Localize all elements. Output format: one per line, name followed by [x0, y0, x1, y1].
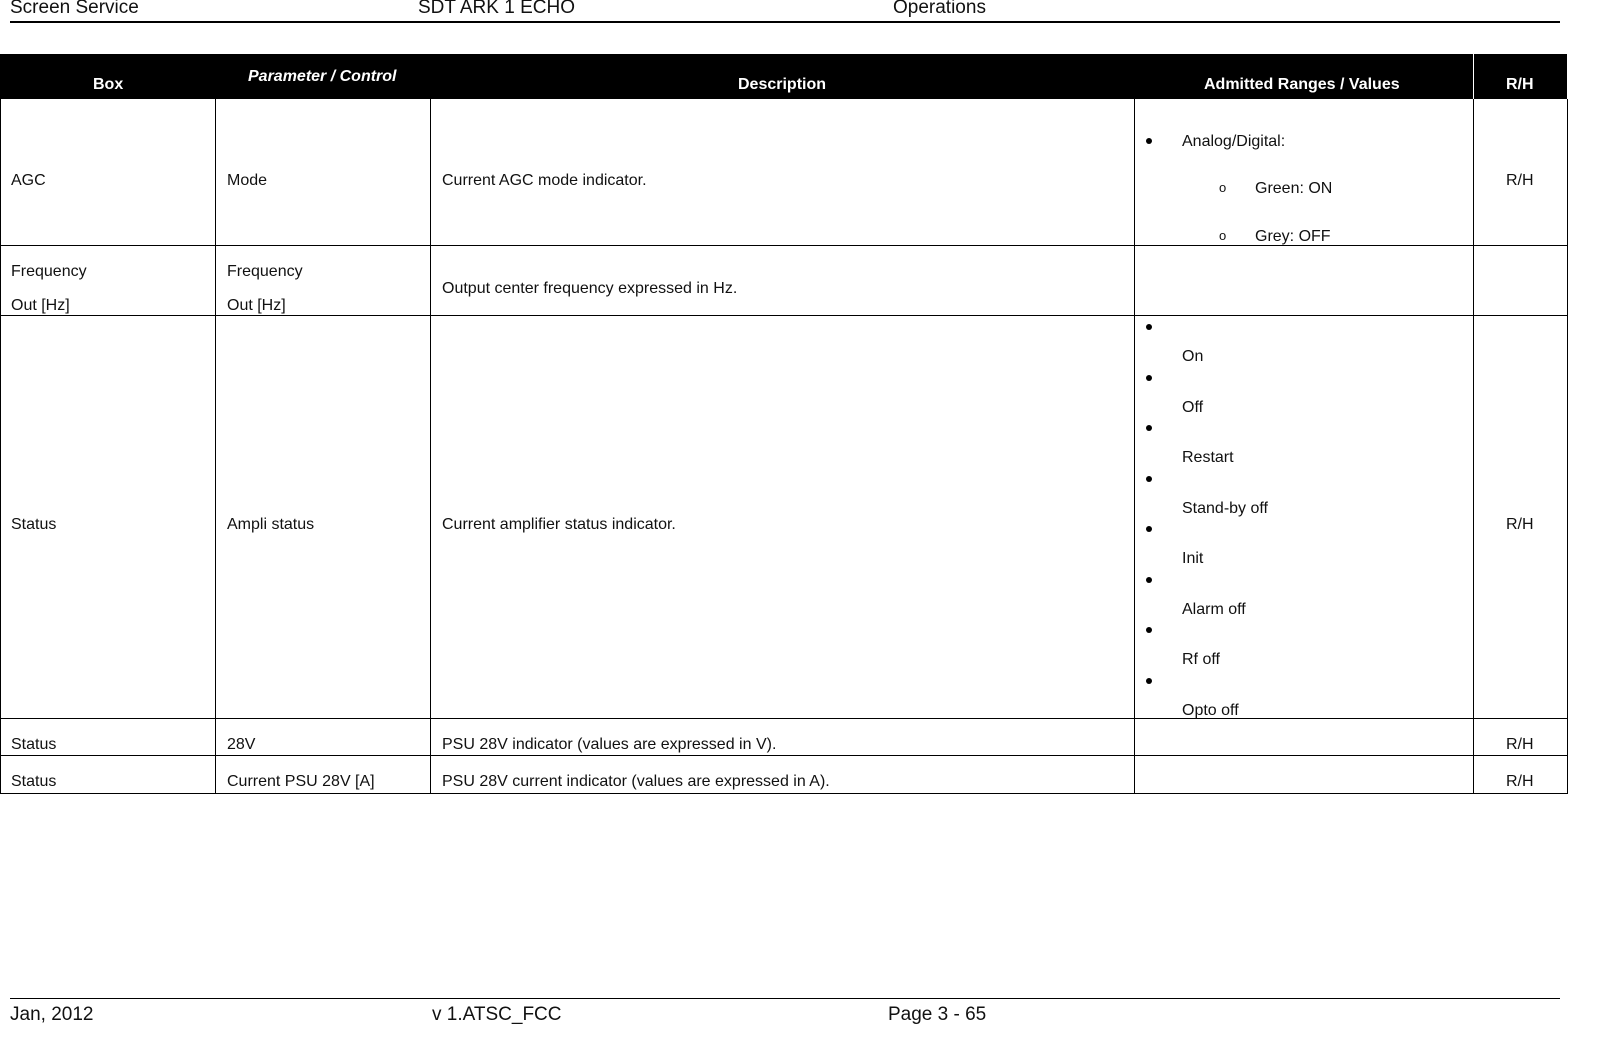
footer-right: Page 3 - 65	[888, 1004, 987, 1025]
cell-desc: Current AGC mode indicator.	[442, 172, 647, 189]
header-center: SDT ARK 1 ECHO	[418, 0, 575, 18]
value-item: Rf off	[1182, 651, 1220, 668]
cell-box: Status	[11, 516, 57, 533]
bullet-icon	[1146, 425, 1152, 431]
col-param: Parameter / Control	[248, 68, 397, 85]
cell-param: Out [Hz]	[227, 297, 286, 314]
bullet-icon	[1146, 476, 1152, 482]
cell-box: Status	[11, 773, 57, 790]
cell-param: Ampli status	[227, 516, 315, 533]
cell-desc: Output center frequency expressed in Hz.	[442, 280, 738, 297]
value-item: Alarm off	[1182, 600, 1246, 618]
value-item: On	[1182, 348, 1204, 365]
bullet-icon	[1146, 375, 1152, 381]
cell-box: Status	[11, 736, 57, 753]
bullet-icon	[1146, 526, 1152, 532]
col-box: Box	[93, 76, 124, 93]
cell-param: Frequency	[227, 263, 303, 280]
col-values: Admitted Ranges / Values	[1204, 76, 1400, 93]
cell-param: Mode	[227, 172, 268, 189]
cell-rh: R/H	[1506, 172, 1534, 189]
cell-box: AGC	[11, 172, 46, 189]
bullet-icon	[1146, 678, 1152, 684]
cell-param: 28V	[227, 736, 256, 753]
cell-rh: R/H	[1506, 773, 1534, 790]
value-subitem: Grey: OFF	[1255, 228, 1331, 245]
cell-rh: R/H	[1506, 516, 1534, 533]
col-desc: Description	[738, 76, 827, 93]
value-item: Stand-by off	[1182, 499, 1268, 517]
cell-box: Out [Hz]	[11, 297, 70, 314]
value-subitem: Green: ON	[1255, 180, 1333, 197]
value-item: Analog/Digital:	[1182, 133, 1286, 150]
value-item: Restart	[1182, 449, 1234, 466]
value-item: Init	[1182, 550, 1204, 567]
footer-center: v 1.ATSC_FCC	[432, 1004, 562, 1025]
cell-desc: Current amplifier status indicator.	[442, 516, 676, 533]
cell-param: Current PSU 28V [A]	[227, 773, 375, 790]
footer-left: Jan, 2012	[10, 1004, 94, 1025]
bullet-icon	[1146, 577, 1152, 583]
value-item: Opto off	[1182, 701, 1239, 719]
bullet-icon	[1146, 324, 1152, 330]
header-right: Operations	[893, 0, 986, 18]
bullet-icon	[1146, 627, 1152, 633]
col-rh: R/H	[1506, 76, 1534, 93]
cell-desc: PSU 28V indicator (values are expressed in V).	[442, 736, 777, 753]
table-header	[0, 54, 1567, 99]
cell-box: Frequency	[11, 263, 87, 280]
bullet-icon	[1146, 138, 1152, 144]
footer-rule	[10, 998, 1560, 999]
header-rule	[10, 21, 1560, 23]
value-item: Off	[1182, 398, 1204, 416]
cell-rh: R/H	[1506, 736, 1534, 753]
cell-desc: PSU 28V current indicator (values are expressed in A).	[442, 773, 830, 790]
header-left: Screen Service	[10, 0, 139, 18]
circle-bullet-icon: o	[1219, 180, 1227, 195]
circle-bullet-icon: o	[1219, 228, 1227, 243]
